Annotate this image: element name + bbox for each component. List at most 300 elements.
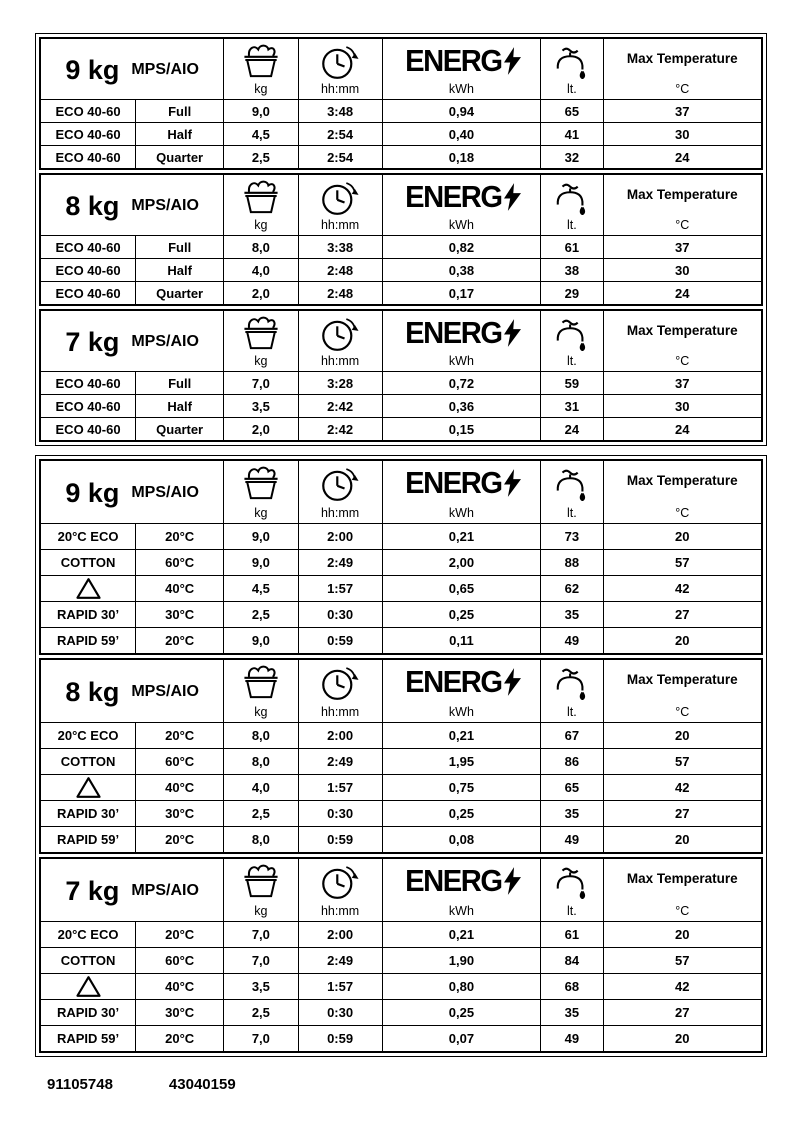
lightning-bolt-icon xyxy=(504,182,521,212)
water-cell: 67 xyxy=(540,723,602,748)
energy-logo xyxy=(402,45,522,76)
kg-cell: 3,5 xyxy=(223,395,297,417)
time-cell: 2:49 xyxy=(298,749,382,774)
program-cell: RAPID 30’ xyxy=(56,607,120,622)
kg-cell: 7,0 xyxy=(223,948,297,973)
program-table-block xyxy=(35,455,767,1057)
table-row xyxy=(41,774,761,800)
laundry-load-icon-cell xyxy=(223,859,297,921)
kwh-cell: 0,21 xyxy=(382,723,540,748)
kwh-cell: 1,90 xyxy=(382,948,540,973)
temp-cell: 27 xyxy=(603,801,761,826)
kg-cell: 4,0 xyxy=(223,259,297,281)
energy-logo xyxy=(402,317,522,348)
capacity-cell xyxy=(41,175,223,235)
table-row xyxy=(41,549,761,575)
table-header xyxy=(41,461,761,523)
temp-cell: 27 xyxy=(603,1000,761,1025)
program-cell: RAPID 30’ xyxy=(56,806,120,821)
max-temp-cell xyxy=(603,859,761,921)
table-row xyxy=(41,1025,761,1051)
synthetics-triangle-icon xyxy=(75,577,102,600)
kg-cell: 8,0 xyxy=(223,723,297,748)
temp-cell: 20 xyxy=(603,1026,761,1051)
kg-cell: 8,0 xyxy=(223,236,297,258)
lightning-bolt-icon xyxy=(504,667,521,697)
temp-cell: 20 xyxy=(603,723,761,748)
energy-logo-text: ENERG xyxy=(404,664,502,699)
temp-cell: 24 xyxy=(603,282,761,304)
energy-logo-text: ENERG xyxy=(404,315,502,350)
variant-cell: Half xyxy=(135,259,223,281)
time-cell: 2:42 xyxy=(298,418,382,440)
water-cell: 65 xyxy=(540,775,602,800)
unit-kwh-label: kWh xyxy=(448,354,474,369)
unit-time-label: hh:mm xyxy=(320,82,360,97)
time-cell: 2:54 xyxy=(298,146,382,168)
water-cell: 24 xyxy=(540,418,602,440)
unit-kwh-label: kWh xyxy=(448,904,474,919)
program-cell xyxy=(41,576,135,601)
program-cell: RAPID 59’ xyxy=(56,633,120,648)
variant-cell: 40°C xyxy=(135,974,223,999)
clock-icon xyxy=(320,465,360,503)
table-row xyxy=(41,748,761,774)
time-cell: 3:48 xyxy=(298,100,382,122)
water-cell: 49 xyxy=(540,1026,602,1051)
kg-cell: 7,0 xyxy=(223,372,297,394)
time-cell: 2:48 xyxy=(298,259,382,281)
temp-cell: 30 xyxy=(603,259,761,281)
eco-table-block xyxy=(35,33,767,446)
kwh-cell: 0,36 xyxy=(382,395,540,417)
clock-icon xyxy=(320,664,360,702)
water-tap-icon-cell xyxy=(540,461,602,523)
table-row xyxy=(41,601,761,627)
temp-cell: 27 xyxy=(603,602,761,627)
table-row xyxy=(41,145,761,168)
variant-cell: 30°C xyxy=(135,602,223,627)
max-temp-cell xyxy=(603,39,761,99)
variant-cell: Quarter xyxy=(135,146,223,168)
variant-cell: 20°C xyxy=(135,827,223,852)
variant-cell: 30°C xyxy=(135,801,223,826)
water-tap-icon xyxy=(552,43,592,79)
kwh-cell: 0,25 xyxy=(382,602,540,627)
water-tap-icon-cell xyxy=(540,660,602,722)
table-row xyxy=(41,800,761,826)
table-row xyxy=(41,627,761,653)
variant-cell: Full xyxy=(135,100,223,122)
water-tap-icon xyxy=(552,315,592,351)
unit-time-label: hh:mm xyxy=(320,354,360,369)
time-cell: 3:38 xyxy=(298,236,382,258)
kwh-cell: 0,38 xyxy=(382,259,540,281)
kg-cell: 9,0 xyxy=(223,628,297,653)
kwh-cell: 0,75 xyxy=(382,775,540,800)
program-cell: RAPID 59’ xyxy=(56,832,120,847)
temp-cell: 42 xyxy=(603,775,761,800)
unit-water-label: lt. xyxy=(566,354,577,369)
kwh-cell: 2,00 xyxy=(382,550,540,575)
unit-kg-label: kg xyxy=(254,705,268,720)
program-cell: ECO 40-60 xyxy=(55,239,121,255)
model-label: MPS/AIO xyxy=(131,61,199,78)
water-cell: 62 xyxy=(540,576,602,601)
capacity-cell xyxy=(41,859,223,921)
water-cell: 88 xyxy=(540,550,602,575)
water-cell: 73 xyxy=(540,524,602,549)
water-tap-icon xyxy=(552,179,592,215)
energy-cell xyxy=(382,660,540,722)
lightning-bolt-icon xyxy=(504,468,521,498)
water-cell: 29 xyxy=(540,282,602,304)
variant-cell: 40°C xyxy=(135,576,223,601)
variant-cell: 30°C xyxy=(135,1000,223,1025)
unit-temp-label: °C xyxy=(675,82,690,97)
variant-cell: Half xyxy=(135,123,223,145)
water-cell: 41 xyxy=(540,123,602,145)
water-cell: 49 xyxy=(540,827,602,852)
spec-table xyxy=(39,37,763,170)
kg-cell: 4,0 xyxy=(223,775,297,800)
footer-code: 43040159 xyxy=(168,1076,236,1093)
kwh-cell: 0,82 xyxy=(382,236,540,258)
table-row xyxy=(41,826,761,852)
program-cell: 20°C ECO xyxy=(57,927,119,942)
kwh-cell: 0,21 xyxy=(382,922,540,947)
kg-cell: 2,5 xyxy=(223,146,297,168)
max-temp-label: Max Temperature xyxy=(626,323,738,338)
temp-cell: 37 xyxy=(603,100,761,122)
program-cell: 20°C ECO xyxy=(57,529,119,544)
unit-temp-label: °C xyxy=(675,506,690,521)
variant-cell: Quarter xyxy=(135,418,223,440)
energy-logo-text: ENERG xyxy=(404,43,502,78)
unit-kg-label: kg xyxy=(254,82,268,97)
program-cell: ECO 40-60 xyxy=(55,103,121,119)
table-row xyxy=(41,281,761,304)
unit-kg-label: kg xyxy=(254,218,268,233)
laundry-load-icon xyxy=(238,465,284,500)
water-tap-icon xyxy=(552,863,592,899)
variant-cell: 60°C xyxy=(135,948,223,973)
water-tap-icon-cell xyxy=(540,39,602,99)
synthetics-triangle-icon xyxy=(75,776,102,799)
temp-cell: 57 xyxy=(603,550,761,575)
kwh-cell: 0,17 xyxy=(382,282,540,304)
kg-cell: 9,0 xyxy=(223,100,297,122)
energy-cell xyxy=(382,175,540,235)
kwh-cell: 0,80 xyxy=(382,974,540,999)
temp-cell: 20 xyxy=(603,524,761,549)
energy-logo-text: ENERG xyxy=(404,179,502,214)
spec-table xyxy=(39,309,763,442)
laundry-load-icon-cell xyxy=(223,461,297,523)
time-cell: 0:30 xyxy=(298,602,382,627)
spec-table xyxy=(39,173,763,306)
kg-cell: 9,0 xyxy=(223,524,297,549)
variant-cell: 20°C xyxy=(135,524,223,549)
unit-kg-label: kg xyxy=(254,904,268,919)
temp-cell: 24 xyxy=(603,418,761,440)
laundry-load-icon xyxy=(238,664,284,699)
temp-cell: 30 xyxy=(603,123,761,145)
water-tap-icon-cell xyxy=(540,311,602,371)
clock-icon xyxy=(320,179,360,217)
energy-cell xyxy=(382,311,540,371)
laundry-load-icon xyxy=(238,179,284,214)
temp-cell: 57 xyxy=(603,948,761,973)
time-cell: 2:00 xyxy=(298,723,382,748)
table-row xyxy=(41,523,761,549)
water-cell: 65 xyxy=(540,100,602,122)
variant-cell: Full xyxy=(135,372,223,394)
program-cell: ECO 40-60 xyxy=(55,262,121,278)
program-cell: ECO 40-60 xyxy=(55,421,121,437)
temp-cell: 20 xyxy=(603,827,761,852)
table-header xyxy=(41,175,761,235)
water-cell: 61 xyxy=(540,236,602,258)
capacity-label: 9 kg xyxy=(65,54,120,85)
kwh-cell: 0,25 xyxy=(382,801,540,826)
variant-cell: Quarter xyxy=(135,282,223,304)
table-header xyxy=(41,660,761,722)
capacity-cell xyxy=(41,39,223,99)
water-cell: 32 xyxy=(540,146,602,168)
kwh-cell: 0,21 xyxy=(382,524,540,549)
unit-water-label: lt. xyxy=(566,904,577,919)
variant-cell: 20°C xyxy=(135,1026,223,1051)
water-cell: 38 xyxy=(540,259,602,281)
unit-temp-label: °C xyxy=(675,354,690,369)
unit-kg-label: kg xyxy=(254,354,268,369)
kg-cell: 8,0 xyxy=(223,749,297,774)
kg-cell: 7,0 xyxy=(223,922,297,947)
water-tap-icon xyxy=(552,664,592,700)
table-row xyxy=(41,921,761,947)
time-cell: 2:49 xyxy=(298,948,382,973)
clock-icon-cell xyxy=(298,461,382,523)
unit-water-label: lt. xyxy=(566,705,577,720)
model-label: MPS/AIO xyxy=(131,484,199,501)
unit-time-label: hh:mm xyxy=(320,705,360,720)
model-label: MPS/AIO xyxy=(131,333,199,350)
energy-logo-text: ENERG xyxy=(404,863,502,898)
model-label: MPS/AIO xyxy=(131,882,199,899)
laundry-load-icon-cell xyxy=(223,660,297,722)
time-cell: 2:54 xyxy=(298,123,382,145)
water-cell: 49 xyxy=(540,628,602,653)
unit-temp-label: °C xyxy=(675,218,690,233)
laundry-load-icon xyxy=(238,43,284,78)
energy-logo-text: ENERG xyxy=(404,465,502,500)
capacity-label: 9 kg xyxy=(65,477,120,508)
temp-cell: 42 xyxy=(603,576,761,601)
unit-time-label: hh:mm xyxy=(320,506,360,521)
unit-time-label: hh:mm xyxy=(320,904,360,919)
table-row xyxy=(41,394,761,417)
temp-cell: 30 xyxy=(603,395,761,417)
table-row xyxy=(41,99,761,122)
time-cell: 1:57 xyxy=(298,775,382,800)
max-temp-cell xyxy=(603,461,761,523)
kwh-cell: 0,15 xyxy=(382,418,540,440)
table-header xyxy=(41,39,761,99)
unit-water-label: lt. xyxy=(566,506,577,521)
time-cell: 2:49 xyxy=(298,550,382,575)
clock-icon xyxy=(320,43,360,81)
table-header xyxy=(41,859,761,921)
program-cell: 20°C ECO xyxy=(57,728,119,743)
kwh-cell: 0,72 xyxy=(382,372,540,394)
kwh-cell: 0,11 xyxy=(382,628,540,653)
program-cell: ECO 40-60 xyxy=(55,375,121,391)
temp-cell: 20 xyxy=(603,922,761,947)
program-cell: ECO 40-60 xyxy=(55,285,121,301)
table-header xyxy=(41,311,761,371)
kg-cell: 9,0 xyxy=(223,550,297,575)
kwh-cell: 0,40 xyxy=(382,123,540,145)
program-cell: RAPID 30’ xyxy=(56,1005,120,1020)
table-row xyxy=(41,371,761,394)
footer-code: 91105748 xyxy=(47,1076,113,1093)
unit-temp-label: °C xyxy=(675,904,690,919)
laundry-load-icon-cell xyxy=(223,175,297,235)
laundry-load-icon-cell xyxy=(223,39,297,99)
clock-icon xyxy=(320,863,360,901)
kg-cell: 2,5 xyxy=(223,801,297,826)
program-cell: ECO 40-60 xyxy=(55,149,121,165)
capacity-label: 7 kg xyxy=(65,326,120,357)
temp-cell: 42 xyxy=(603,974,761,999)
unit-time-label: hh:mm xyxy=(320,218,360,233)
table-row xyxy=(41,999,761,1025)
variant-cell: Half xyxy=(135,395,223,417)
variant-cell: Full xyxy=(135,236,223,258)
time-cell: 0:59 xyxy=(298,827,382,852)
time-cell: 2:48 xyxy=(298,282,382,304)
time-cell: 1:57 xyxy=(298,974,382,999)
water-cell: 61 xyxy=(540,922,602,947)
laundry-load-icon xyxy=(238,863,284,898)
table-row xyxy=(41,122,761,145)
capacity-cell xyxy=(41,660,223,722)
time-cell: 0:59 xyxy=(298,1026,382,1051)
time-cell: 2:42 xyxy=(298,395,382,417)
water-cell: 35 xyxy=(540,602,602,627)
time-cell: 2:00 xyxy=(298,524,382,549)
water-tap-icon-cell xyxy=(540,859,602,921)
clock-icon-cell xyxy=(298,39,382,99)
program-cell xyxy=(41,974,135,999)
energy-cell xyxy=(382,859,540,921)
kwh-cell: 0,08 xyxy=(382,827,540,852)
water-tap-icon xyxy=(552,465,592,501)
temp-cell: 20 xyxy=(603,628,761,653)
table-row xyxy=(41,947,761,973)
kg-cell: 2,5 xyxy=(223,1000,297,1025)
energy-cell xyxy=(382,39,540,99)
max-temp-label: Max Temperature xyxy=(626,672,738,687)
model-label: MPS/AIO xyxy=(131,683,199,700)
energy-logo xyxy=(402,181,522,212)
max-temp-label: Max Temperature xyxy=(626,473,738,488)
unit-water-label: lt. xyxy=(566,218,577,233)
capacity-label: 8 kg xyxy=(65,190,120,221)
time-cell: 0:30 xyxy=(298,1000,382,1025)
unit-kwh-label: kWh xyxy=(448,506,474,521)
kg-cell: 2,0 xyxy=(223,282,297,304)
unit-kwh-label: kWh xyxy=(448,705,474,720)
clock-icon-cell xyxy=(298,660,382,722)
footer-codes xyxy=(47,1076,236,1093)
max-temp-cell xyxy=(603,660,761,722)
time-cell: 2:00 xyxy=(298,922,382,947)
kwh-cell: 0,07 xyxy=(382,1026,540,1051)
variant-cell: 60°C xyxy=(135,749,223,774)
unit-water-label: lt. xyxy=(566,82,577,97)
energy-logo xyxy=(402,666,522,697)
temp-cell: 37 xyxy=(603,236,761,258)
capacity-label: 8 kg xyxy=(65,676,120,707)
variant-cell: 60°C xyxy=(135,550,223,575)
energy-logo xyxy=(402,865,522,896)
water-cell: 84 xyxy=(540,948,602,973)
kwh-cell: 0,25 xyxy=(382,1000,540,1025)
water-cell: 68 xyxy=(540,974,602,999)
program-cell: COTTON xyxy=(60,754,116,769)
temp-cell: 57 xyxy=(603,749,761,774)
variant-cell: 20°C xyxy=(135,922,223,947)
spec-table xyxy=(39,857,763,1053)
time-cell: 0:30 xyxy=(298,801,382,826)
spec-table xyxy=(39,459,763,655)
program-cell: ECO 40-60 xyxy=(55,398,121,414)
kwh-cell: 1,95 xyxy=(382,749,540,774)
energy-logo xyxy=(402,467,522,498)
spec-table xyxy=(39,658,763,854)
synthetics-triangle-icon xyxy=(75,975,102,998)
laundry-load-icon xyxy=(238,315,284,350)
variant-cell: 40°C xyxy=(135,775,223,800)
lightning-bolt-icon xyxy=(504,318,521,348)
unit-kwh-label: kWh xyxy=(448,82,474,97)
water-cell: 59 xyxy=(540,372,602,394)
lightning-bolt-icon xyxy=(504,866,521,896)
program-cell: RAPID 59’ xyxy=(56,1031,120,1046)
table-row xyxy=(41,722,761,748)
unit-kwh-label: kWh xyxy=(448,218,474,233)
water-cell: 35 xyxy=(540,801,602,826)
unit-temp-label: °C xyxy=(675,705,690,720)
program-cell: COTTON xyxy=(60,953,116,968)
temp-cell: 37 xyxy=(603,372,761,394)
capacity-cell xyxy=(41,461,223,523)
kwh-cell: 0,65 xyxy=(382,576,540,601)
kg-cell: 2,0 xyxy=(223,418,297,440)
kwh-cell: 0,94 xyxy=(382,100,540,122)
temp-cell: 24 xyxy=(603,146,761,168)
kg-cell: 2,5 xyxy=(223,602,297,627)
energy-cell xyxy=(382,461,540,523)
table-row xyxy=(41,575,761,601)
program-cell: ECO 40-60 xyxy=(55,126,121,142)
table-row xyxy=(41,973,761,999)
table-row xyxy=(41,235,761,258)
water-cell: 31 xyxy=(540,395,602,417)
water-cell: 35 xyxy=(540,1000,602,1025)
